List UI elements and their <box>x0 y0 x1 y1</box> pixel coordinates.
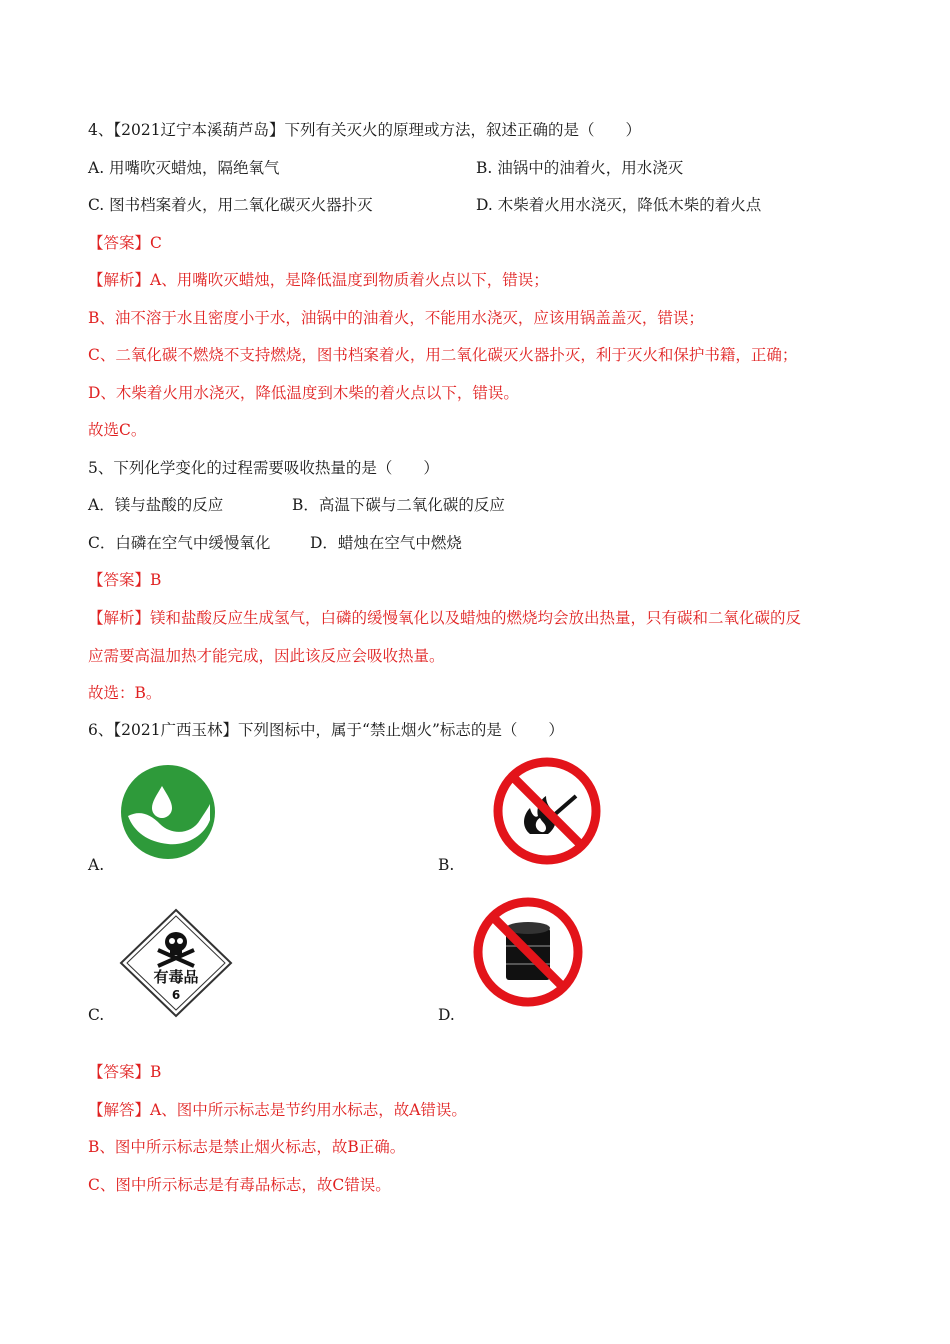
q6-label-c: C. <box>88 1006 105 1024</box>
q4-analysis-line: 【解析】A、用嘴吹灭蜡烛，是降低温度到物质着火点以下，错误； <box>88 271 549 289</box>
q6-answer: 【答案】B <box>88 1063 162 1081</box>
q4-stem: 4、【2021辽宁本溪葫芦岛】下列有关灭火的原理或方法，叙述正确的是（ ） <box>88 121 642 139</box>
q6-stem: 6、【2021广西玉林】下列图标中，属于“禁止烟火”标志的是（ ） <box>88 721 564 739</box>
q6-label-d: D. <box>438 1006 455 1024</box>
q4-analysis-line: B、油不溶于水且密度小于水，油锅中的油着火，不能用水浇灭，应该用锅盖盖灭，错误； <box>88 309 704 327</box>
q5-option-d: D．蜡烛在空气中燃烧 <box>310 534 462 552</box>
q5-analysis-line: 【解析】镁和盐酸反应生成氢气，白磷的缓慢氧化以及蜡烛的燃烧均会放出热量，只有碳和二氧化碳的反 <box>88 609 802 627</box>
q5-stem: 5、下列化学变化的过程需要吸收热量的是（ ） <box>88 459 439 477</box>
q4-answer: 【答案】C <box>88 234 162 252</box>
q6-label-b: B. <box>438 856 455 874</box>
q5-option-b: B．高温下碳与二氧化碳的反应 <box>292 496 505 514</box>
q5-option-c: C．白磷在空气中缓慢氧化 <box>88 534 271 552</box>
q4-option-c: C. 图书档案着火，用二氧化碳灭火器扑灭 <box>88 196 373 214</box>
q5-answer: 【答案】B <box>88 571 162 589</box>
q5-option-a: A．镁与盐酸的反应 <box>88 496 224 514</box>
q4-analysis-line: C、二氧化碳不燃烧不支持燃烧，图书档案着火，用二氧化碳灭火器扑灭，利于灭火和保护书籍，正确； <box>88 346 798 364</box>
poison-sign-icon <box>118 908 234 1018</box>
q4-analysis-line: 故选C。 <box>88 421 147 439</box>
poison-sign-text: 有毒品 <box>153 968 199 986</box>
q6-analysis-line: 【解答】A、图中所示标志是节约用水标志，故A错误。 <box>88 1101 467 1119</box>
q6-label-a: A. <box>88 856 105 874</box>
q4-option-b: B. 油锅中的油着火，用水浇灭 <box>476 159 684 177</box>
q6-analysis-line: C、图中所示标志是有毒品标志，故C错误。 <box>88 1176 391 1194</box>
q5-analysis-line: 故选：B。 <box>88 684 162 702</box>
water-saving-sign-icon <box>120 764 216 860</box>
q6-analysis-line: B、图中所示标志是禁止烟火标志，故B正确。 <box>88 1138 406 1156</box>
q4-option-d: D. 木柴着火用水浇灭，降低木柴的着火点 <box>476 196 762 214</box>
no-fire-sign-icon <box>492 756 602 866</box>
q4-option-a: A. 用嘴吹灭蜡烛，隔绝氧气 <box>88 159 280 177</box>
q5-analysis-line: 应需要高温加热才能完成，因此该反应会吸收热量。 <box>88 647 445 665</box>
q4-analysis-line: D、木柴着火用水浇灭，降低温度到木柴的着火点以下，错误。 <box>88 384 519 402</box>
no-oil-drum-sign-icon <box>472 896 584 1008</box>
poison-sign-number: 6 <box>171 988 181 1002</box>
